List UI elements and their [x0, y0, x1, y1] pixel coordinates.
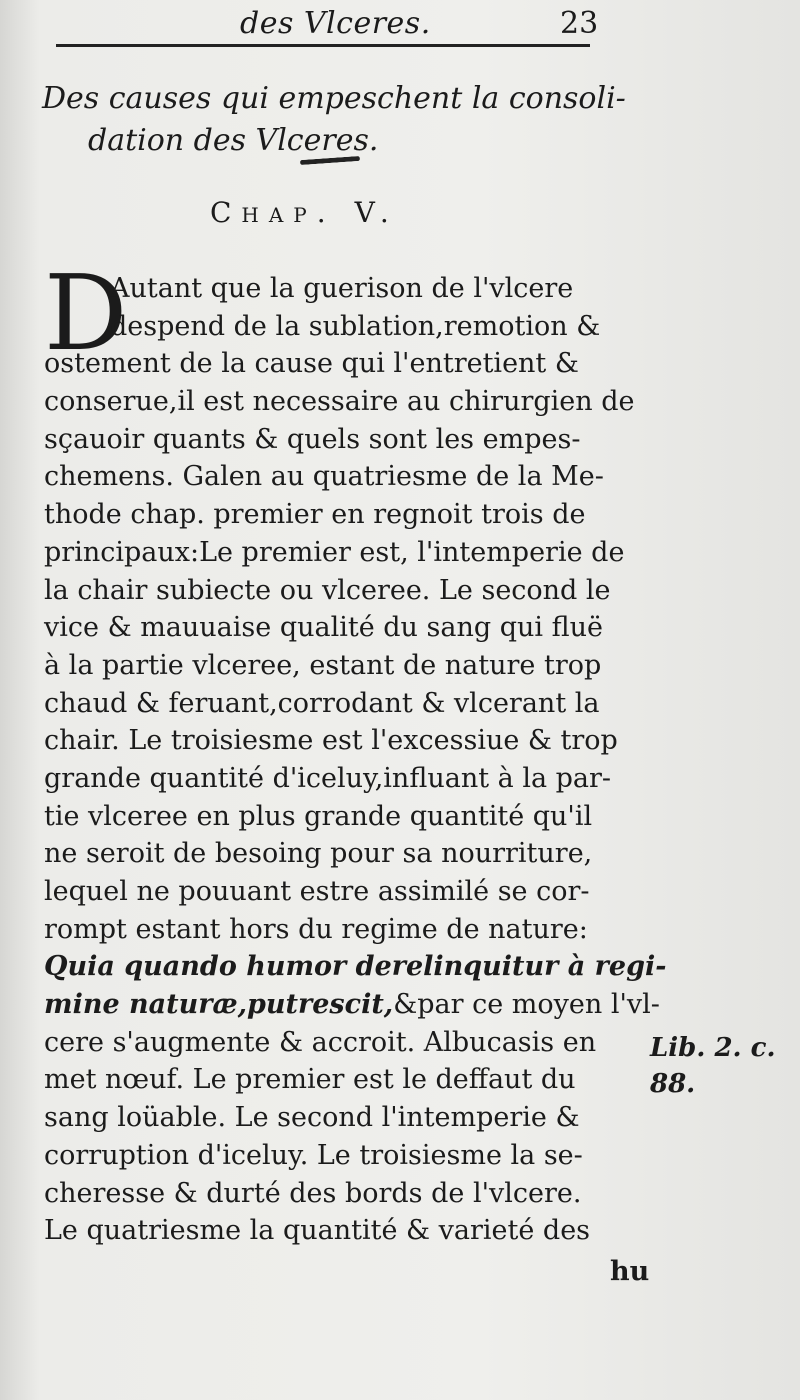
text-line: tie vlceree en plus grande quantité qu'il	[44, 800, 593, 832]
text-line: chaud & feruant,corrodant & vlcerant la	[44, 687, 600, 719]
marginal-note	[650, 1030, 776, 1102]
text-line: thode chap. premier en regnoit trois de	[44, 499, 586, 531]
text-line: à la partie vlceree, estant de nature trop	[44, 649, 602, 681]
text-line: met nœuf. Le premier est le deffaut du	[44, 1064, 576, 1096]
running-head	[60, 4, 599, 44]
text-line	[44, 986, 660, 1024]
catchword: hu	[610, 1256, 650, 1287]
drop-cap: D	[44, 252, 128, 374]
page-number: 23	[560, 6, 599, 41]
text-line: ostement de la cause qui l'entretient &	[44, 348, 579, 380]
latin-quote-fragment: mine naturæ,putrescit,	[44, 989, 394, 1021]
latin-quote-line: Quia quando humor derelinquitur à regi-	[44, 951, 667, 983]
text-line: chemens. Galen au quatriesme de la Me-	[44, 461, 604, 493]
text-line: vice & mauuaise qualité du sang qui fluë	[44, 612, 603, 644]
chapter-title	[42, 78, 642, 162]
text-line: cere s'augmente & accroit. Albucasis en	[44, 1026, 597, 1058]
text-line: despend de la sublation,remotion &	[110, 310, 601, 342]
text-line: ne seroit de besoing pour sa nourriture,	[44, 838, 593, 870]
header-rule	[56, 44, 590, 47]
body-text	[44, 252, 667, 1250]
text-line: sang loüable. Le second l'intemperie &	[44, 1102, 580, 1134]
text-line: Autant que la guerison de l'vlcere	[110, 273, 574, 304]
marginal-note-line-2: 88.	[650, 1069, 696, 1099]
chapter-title-line-2: dation des Vlceres.	[88, 123, 379, 158]
text-line: corruption d'iceluy. Le troisiesme la se-	[44, 1139, 583, 1171]
text-line: chair. Le troisiesme est l'excessiue & trop	[44, 725, 618, 757]
chapter-heading: Chap. V.	[210, 196, 399, 229]
text-line: principaux:Le premier est, l'intemperie de	[44, 536, 625, 568]
text-line: rompt estant hors du regime de nature:	[44, 913, 588, 945]
text-line: sçauoir quants & quels sont les empes-	[44, 423, 581, 455]
text-line: lequel ne pouuant estre assimilé se cor-	[44, 876, 590, 907]
text-line: la chair subiecte ou vlceree. Le second le	[44, 574, 611, 606]
chapter-title-line-1: Des causes qui empeschent la consoli-	[42, 81, 626, 116]
marginal-note-line-1: Lib. 2. c.	[650, 1033, 776, 1063]
text-line: grande quantité d'iceluy,influant à la par-	[44, 762, 612, 794]
text-fragment: &par ce moyen l'vl-	[393, 989, 660, 1021]
running-title: des Vlceres.	[240, 6, 431, 41]
text-line: cheresse & durté des bords de l'vlcere.	[44, 1177, 582, 1209]
text-line: conserue,il est necessaire au chirurgien de	[44, 386, 635, 418]
text-line: Le quatriesme la quantité & varieté des	[44, 1215, 591, 1247]
